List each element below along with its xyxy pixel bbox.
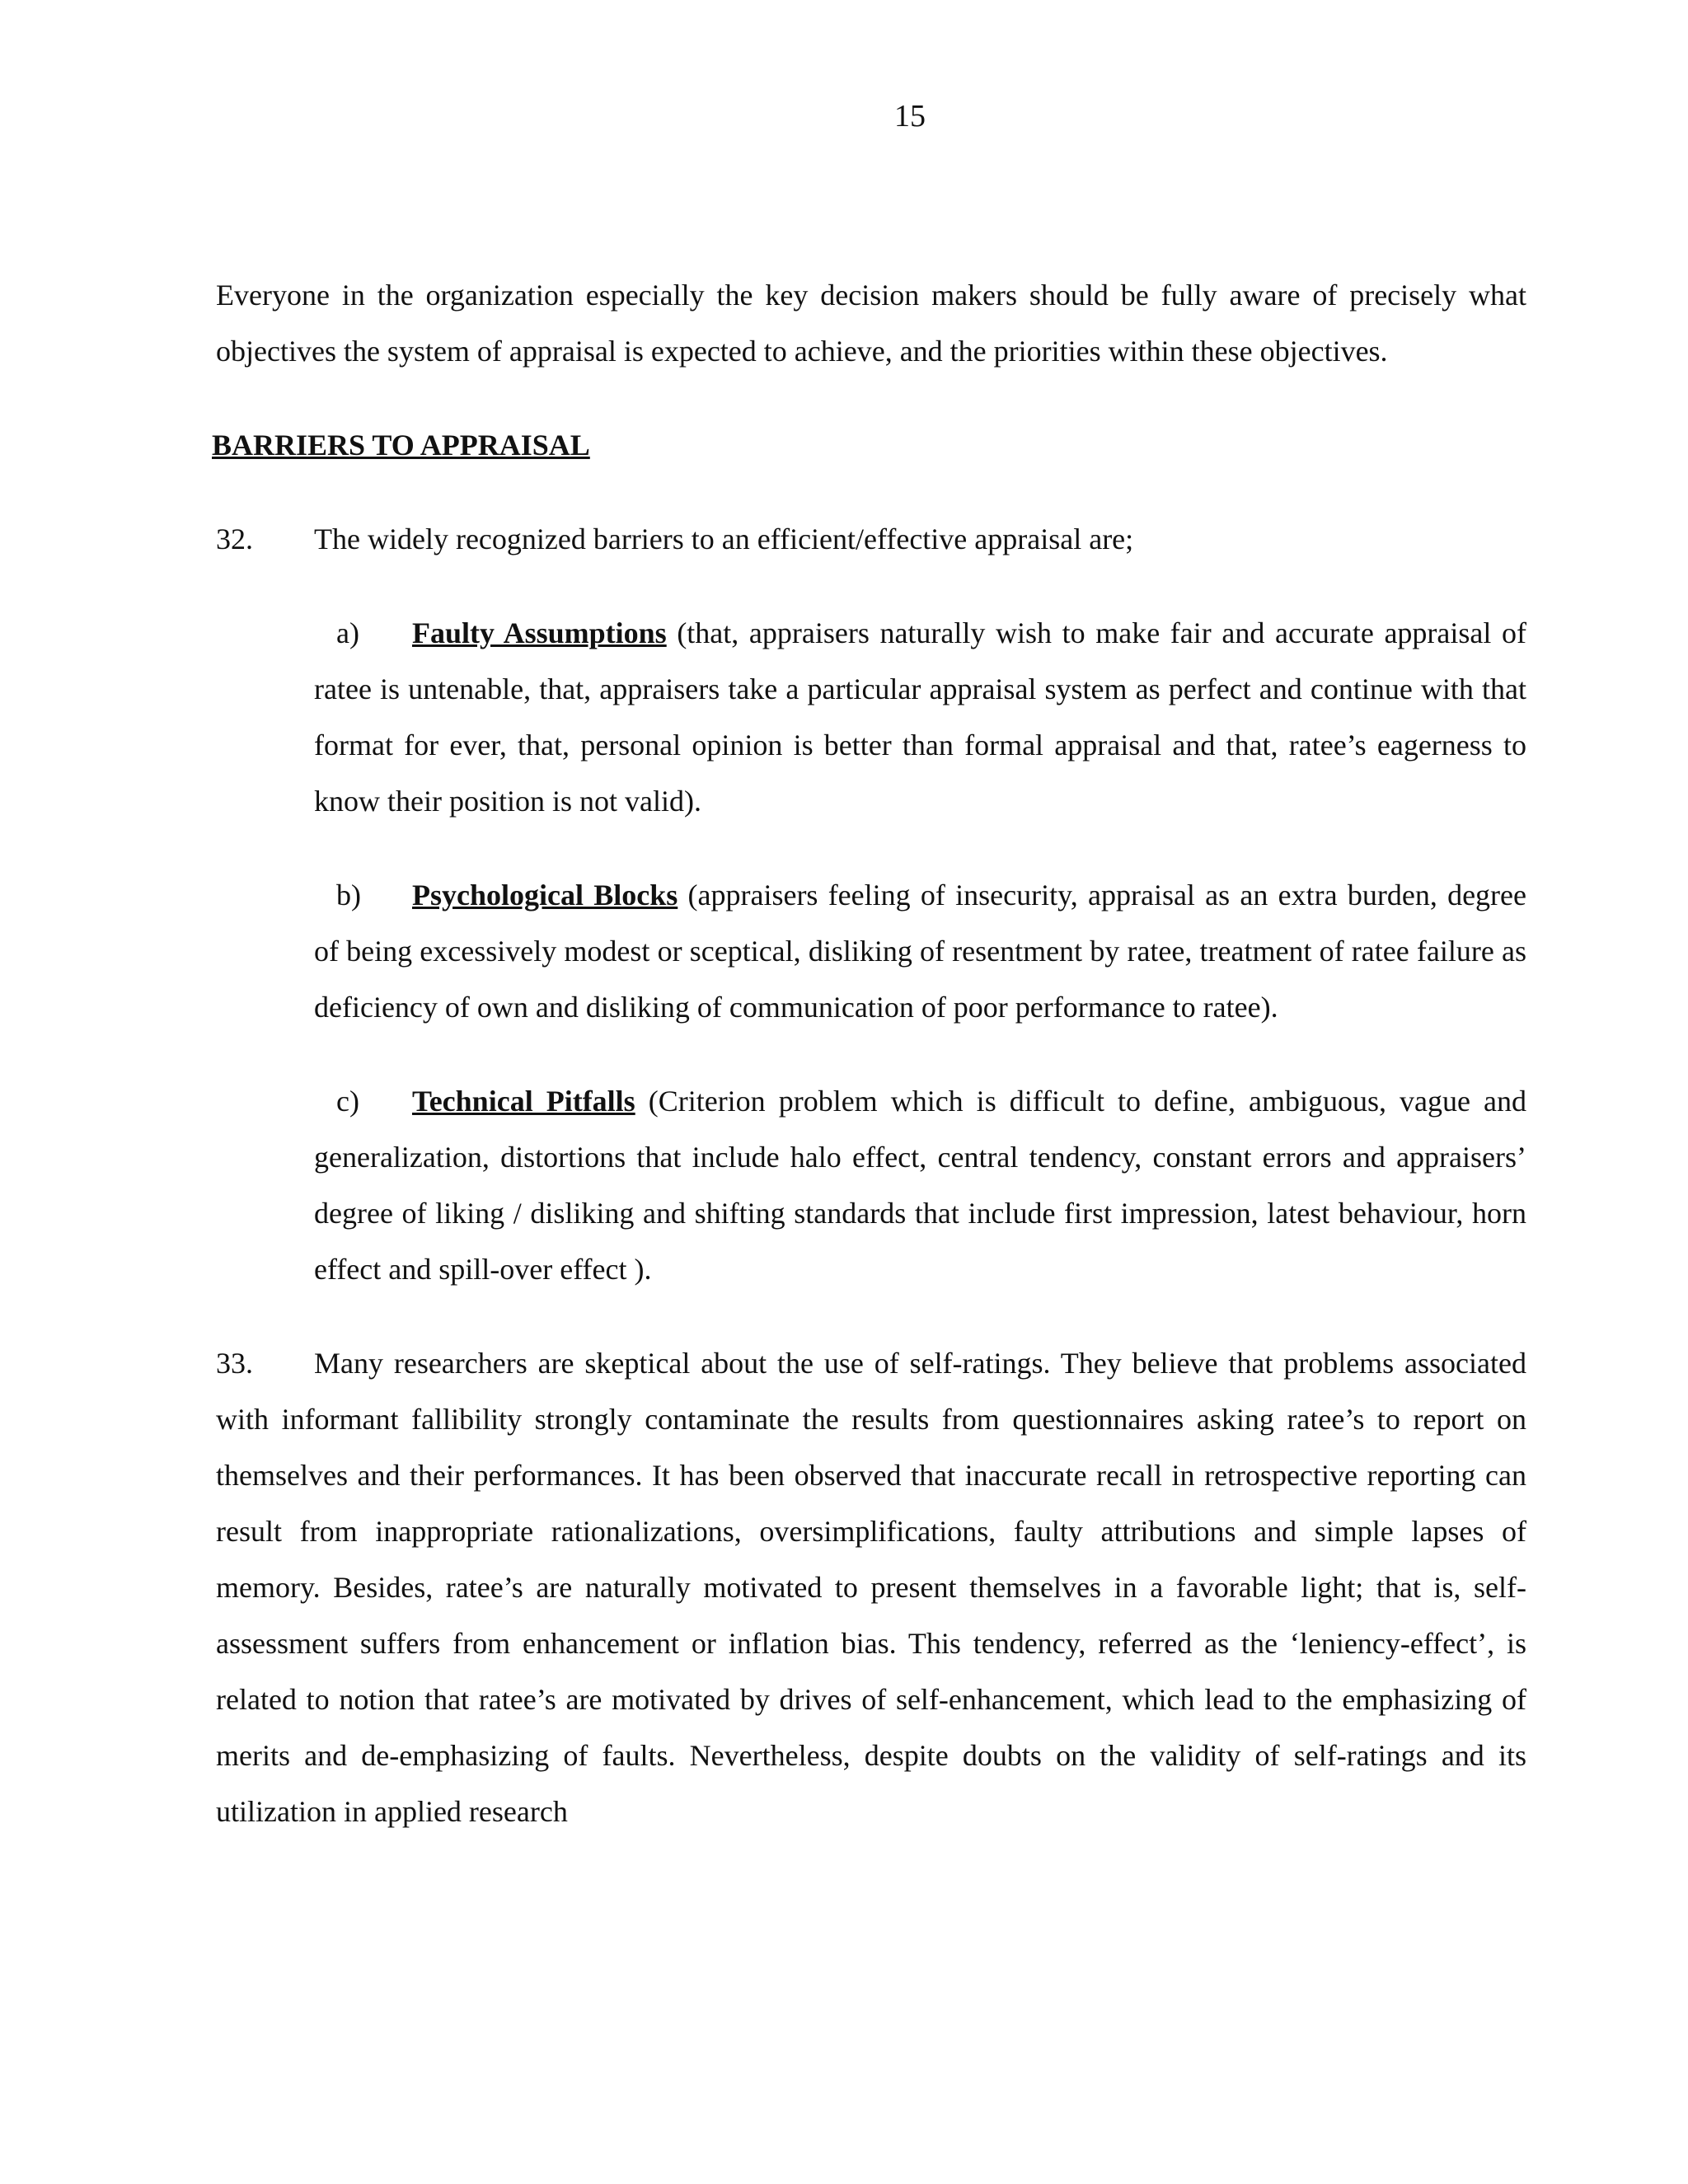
document-body xyxy=(212,267,1526,1840)
barrier-term: Psychological Blocks xyxy=(412,879,678,912)
section-heading: BARRIERS TO APPRAISAL xyxy=(212,429,590,462)
barrier-item-a xyxy=(314,605,1526,829)
paragraph-32 xyxy=(216,511,1526,567)
barrier-description: (that, appraisers naturally wish to make fair and accurate appraisal of ratee is untenable, that, appraisers take a particular appraisal system as perfect and continue with that format for ever, that, personal opinion is better than formal appraisal and that, ratee’s eagerness to know their position is not valid). xyxy=(314,616,1526,818)
barrier-term: Faulty Assumptions xyxy=(412,616,667,649)
intro-paragraph: Everyone in the organization especially the key decision makers should be fully aware of precisely what objectives the system of appraisal is expected to achieve, and the priorities within these objectives. xyxy=(216,279,1526,368)
list-marker: b) xyxy=(336,879,361,912)
paragraph-text: Many researchers are skeptical about the use of self-ratings. They believe that problems associated with informant fallibility strongly contaminate the results from questionnaires asking ratee’s to report on themselves and their performances. It has been observed that inaccurate recall in retrospective reporting can result from inappropriate rationalizations, oversimplifications, faulty attributions and simple lapses of memory. Besides, ratee’s are naturally motivated to present themselves in a favorable light; that is, self-assessment suffers from enhancement or inflation bias. This tendency, referred as the ‘leniency-effect’, is related to notion that ratee’s are motivated by drives of self-enhancement, which lead to the emphasizing of merits and de-emphasizing of faults. Nevertheless, despite doubts on the validity of self-ratings and its utilization in applied research xyxy=(216,1347,1526,1828)
paragraph-33 xyxy=(216,1335,1526,1840)
paragraph-number: 32. xyxy=(216,523,253,555)
paragraph-number: 33. xyxy=(216,1347,253,1380)
barrier-item-b xyxy=(314,867,1526,1035)
barrier-description: (appraisers feeling of insecurity, appraisal as an extra burden, degree of being excessively modest or sceptical, disliking of resentment by ratee, treatment of ratee failure as deficiency of own and disliking of communication of poor performance to ratee). xyxy=(314,879,1526,1024)
list-marker: c) xyxy=(336,1085,359,1118)
barrier-description: (Criterion problem which is difficult to define, ambiguous, vague and generalization, distortions that include halo effect, central tendency, constant errors and appraisers’ degree of liking / disliking and shifting standards that include first impression, latest behaviour, horn effect and spill-over effect ). xyxy=(314,1085,1526,1286)
barrier-term: Technical Pitfalls xyxy=(412,1085,635,1118)
page-number: 15 xyxy=(894,99,926,134)
list-marker: a) xyxy=(336,616,359,649)
barrier-item-c xyxy=(314,1073,1526,1297)
paragraph-text: The widely recognized barriers to an efficient/effective appraisal are; xyxy=(314,523,1134,555)
